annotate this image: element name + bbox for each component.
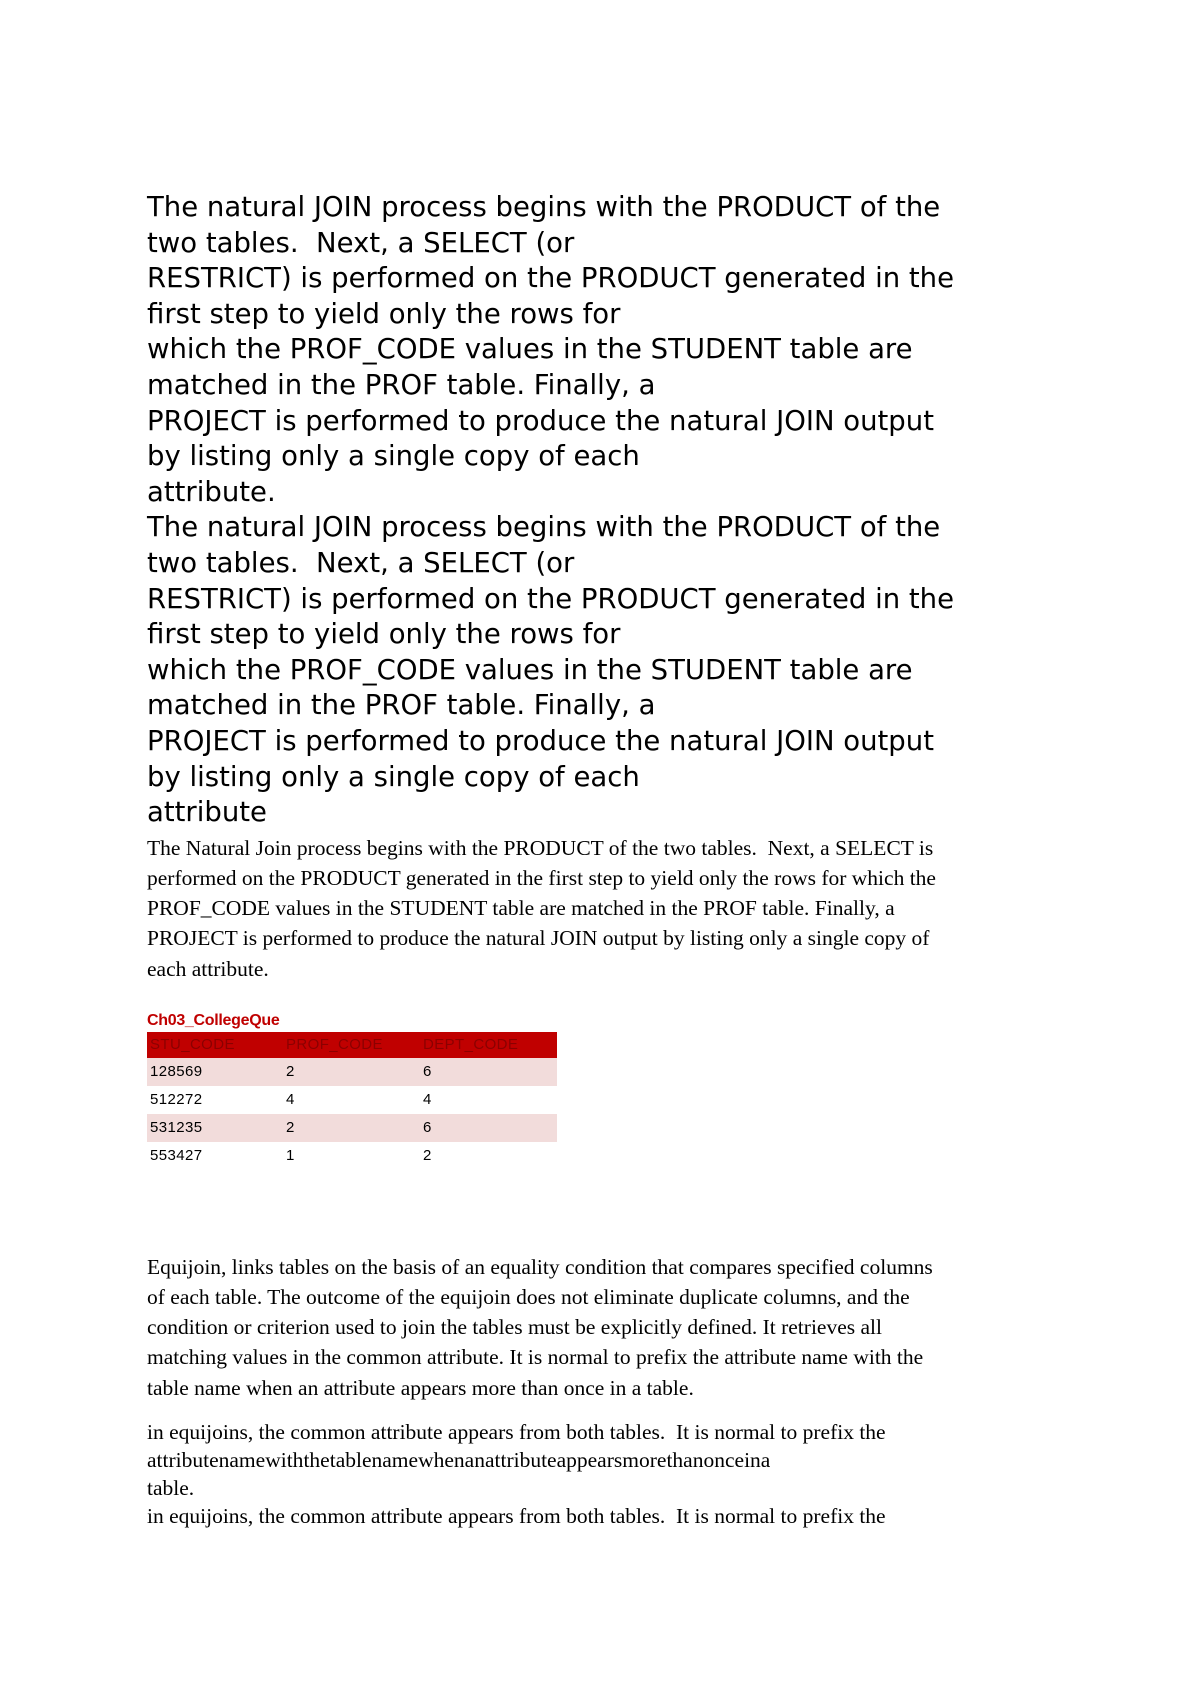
text-line: performed on the PRODUCT generated in the first step to yield only the rows for which the <box>147 865 936 890</box>
table-cell: 2 <box>283 1114 420 1142</box>
table-row <box>147 1114 557 1142</box>
text-line: first step to yield only the rows for <box>147 297 621 330</box>
justified-word: name <box>371 1447 419 1472</box>
text-line: attribute <box>147 796 267 829</box>
text-line: by listing only a single copy of each <box>147 440 640 473</box>
text-line: matched in the PROF table. Finally, a <box>147 368 656 401</box>
text-line: which the PROF_CODE values in the STUDENT table are <box>147 653 913 686</box>
equijoin-paragraph-1 <box>147 1252 1067 1403</box>
table-row <box>147 1142 557 1170</box>
text-line: matched in the PROF table. Finally, a <box>147 689 656 722</box>
text-line: The natural JOIN process begins with the PRODUCT of the <box>147 511 941 544</box>
equijoin-paragraph-2 <box>147 1418 1067 1502</box>
text-line: attribute. <box>147 475 276 508</box>
text-line: The natural JOIN process begins with the PRODUCT of the <box>147 191 941 223</box>
column-header: DEPT_CODE <box>420 1032 557 1058</box>
justified-word: attribute <box>484 1447 557 1472</box>
text-line: The Natural Join process begins with the PRODUCT of the two tables. Next, a SELECT is <box>147 835 934 860</box>
text-line: Equijoin, links tables on the basis of an equality condition that compares specified columns <box>147 1254 933 1279</box>
text-line: table. <box>147 1475 195 1500</box>
justified-word: than <box>666 1447 704 1472</box>
text-line: each attribute. <box>147 956 269 981</box>
text-line: which the PROF_CODE values in the STUDENT table are <box>147 333 913 366</box>
justified-word: an <box>464 1447 485 1472</box>
text-line: table name when an attribute appears more than once in a table. <box>147 1375 694 1400</box>
column-header: PROF_CODE <box>283 1032 420 1058</box>
natural-join-paragraph-2 <box>147 510 1067 830</box>
column-header: STU_CODE <box>147 1032 283 1058</box>
text-line: in equijoins, the common attribute appears from both tables. It is normal to prefix the <box>147 1419 886 1444</box>
table-title: Ch03_CollegeQue <box>147 1011 280 1029</box>
justified-word: name <box>218 1447 266 1472</box>
text-line: two tables. Next, a SELECT (or <box>147 226 575 259</box>
text-line: RESTRICT) is performed on the PRODUCT generated in the <box>147 582 955 615</box>
table-section <box>147 1010 1067 1170</box>
text-line: by listing only a single copy of each <box>147 760 640 793</box>
table-cell: 512272 <box>147 1086 283 1114</box>
table-cell: 128569 <box>147 1058 283 1086</box>
text-line: PROJECT is performed to produce the natural JOIN output by listing only a single copy of <box>147 926 930 951</box>
equijoin-paragraph-3 <box>147 1502 1067 1530</box>
table-header-row <box>147 1032 557 1058</box>
text-line: matching values in the common attribute. It is normal to prefix the attribute name with the <box>147 1345 924 1370</box>
text-line: condition or criterion used to join the tables must be explicitly defined. It retrieves all <box>147 1315 882 1340</box>
table-cell: 2 <box>420 1142 557 1170</box>
text-line: of each table. The outcome of the equijoin does not eliminate duplicate columns, and the <box>147 1284 910 1309</box>
text-line: RESTRICT) is performed on the PRODUCT generated in the <box>147 262 955 295</box>
text-line: two tables. Next, a SELECT (or <box>147 546 575 579</box>
justified-word: a <box>760 1447 771 1472</box>
table-cell: 531235 <box>147 1114 283 1142</box>
justified-word: the <box>303 1447 330 1472</box>
table-row <box>147 1058 557 1086</box>
justified-word: when <box>418 1447 465 1472</box>
justified-word: attribute <box>147 1447 219 1472</box>
document-page <box>147 190 1067 1530</box>
table-cell: 6 <box>420 1058 557 1086</box>
text-line-justified <box>147 1446 1025 1474</box>
text-line: PROF_CODE values in the STUDENT table are matched in the PROF table. Finally, a <box>147 896 895 921</box>
table-row <box>147 1086 557 1114</box>
natural-join-paragraph-1 <box>147 190 1067 510</box>
justified-word: in <box>744 1447 761 1472</box>
data-table <box>147 1032 557 1170</box>
table-cell: 4 <box>420 1086 557 1114</box>
text-line: PROJECT is performed to produce the natural JOIN output <box>147 404 934 437</box>
table-cell: 6 <box>420 1114 557 1142</box>
text-line: first step to yield only the rows for <box>147 618 621 651</box>
justified-word: more <box>622 1447 667 1472</box>
justified-word: table <box>329 1447 372 1472</box>
justified-word: once <box>703 1447 745 1472</box>
table-cell: 2 <box>283 1058 420 1086</box>
justified-word: with <box>265 1447 304 1472</box>
text-line: in equijoins, the common attribute appears from both tables. It is normal to prefix the <box>147 1503 886 1528</box>
table-cell: 4 <box>283 1086 420 1114</box>
text-line: PROJECT is performed to produce the natural JOIN output <box>147 724 934 757</box>
table-cell: 1 <box>283 1142 420 1170</box>
natural-join-paragraph-3 <box>147 833 1067 984</box>
table-cell: 553427 <box>147 1142 283 1170</box>
justified-word: appears <box>556 1447 623 1472</box>
